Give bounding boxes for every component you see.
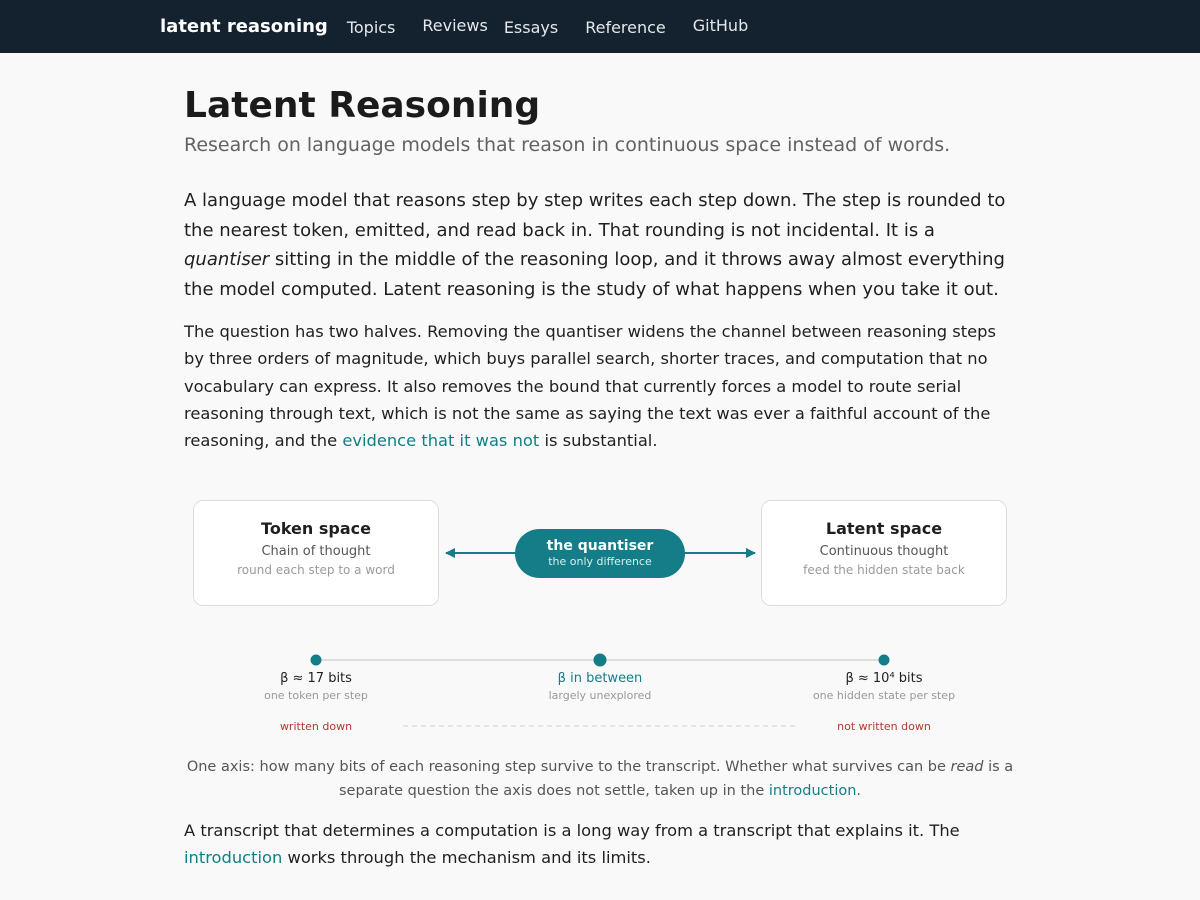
- axis-stop-token: [216, 671, 416, 702]
- axis-dot-latent: [879, 655, 890, 666]
- lead-text-start: A language model that reasons step by step writes each step down. The step is rounded to the nearest token, emitted, and read back in. That rounding is not incidental. It is a: [184, 190, 1006, 241]
- para2-text-start: The question has two halves. Removing the quantiser widens the channel between reasoning steps by three orders of magnitude, which buys parallel search, shorter traces, and computation that no vocabulary can express. It also removes the bound that currently forces a model to route serial reasoning through text, which is not the same as saying the text was ever a faithful account of the reasoning, and the: [184, 322, 996, 451]
- axis-stop-latent-sub: one hidden state per step: [812, 689, 956, 702]
- nav-link-reference[interactable]: Reference: [585, 18, 666, 37]
- axis-stop-latent: [784, 671, 984, 702]
- brand-link[interactable]: latent reasoning: [160, 16, 328, 37]
- quantiser-pill-subtitle: the only difference: [548, 555, 652, 568]
- axis-stop-between-sub: largely unexplored: [548, 689, 652, 702]
- diagram-caption: [184, 756, 1016, 803]
- nav-link-essays[interactable]: Essays: [503, 18, 559, 37]
- closing-introduction-link[interactable]: introduction: [184, 848, 283, 867]
- token-space-note: round each step to a word: [237, 563, 395, 577]
- token-space-box: [193, 500, 439, 606]
- token-space-subtitle: Chain of thought: [261, 544, 371, 559]
- top-nav-bar: [0, 0, 1200, 53]
- axis-stop-token-label: β ≈ 17 bits: [280, 671, 352, 686]
- axis-stop-between: [500, 671, 700, 702]
- caption-text-end: .: [856, 782, 862, 799]
- para2-text-end: is substantial.: [539, 431, 658, 451]
- not-written-down-tag: not written down: [837, 720, 931, 733]
- axis-dot-between: [594, 654, 607, 667]
- axis-stop-latent-label: β ≈ 10⁴ bits: [845, 671, 923, 686]
- axis-dot-token: [311, 655, 322, 666]
- second-paragraph: [184, 318, 1014, 454]
- nav-link-reviews[interactable]: Reviews: [422, 16, 488, 35]
- latent-space-title: Latent space: [825, 519, 943, 538]
- caption-introduction-link[interactable]: introduction: [768, 782, 857, 799]
- token-space-title: Token space: [261, 519, 371, 538]
- caption-text-middle: is a separate question the axis does not settle, taken up in the: [338, 759, 1014, 799]
- closing-text-end: works through the mechanism and its limits.: [282, 848, 651, 867]
- lead-emphasis: quantiser: [184, 249, 270, 270]
- latent-space-box: [761, 500, 1007, 606]
- lead-paragraph: [184, 186, 1014, 304]
- latent-space-subtitle: Continuous thought: [819, 544, 949, 559]
- latent-space-note: feed the hidden state back: [803, 563, 965, 577]
- quantiser-pill-title: the quantiser: [546, 538, 654, 554]
- page-title: Latent Reasoning: [184, 85, 541, 126]
- nav-link-topics[interactable]: Topics: [346, 18, 396, 37]
- evidence-link[interactable]: evidence that it was not: [342, 431, 540, 451]
- closing-paragraph: [184, 817, 1014, 871]
- nav-link-github[interactable]: GitHub: [692, 16, 749, 35]
- caption-text-start: One axis: how many bits of each reasoning step survive to the transcript. Whether what survives can be: [186, 759, 951, 775]
- axis-stop-between-label: β in between: [557, 671, 643, 686]
- caption-emphasis: read: [950, 759, 984, 775]
- page-subtitle: Research on language models that reason in continuous space instead of words.: [184, 134, 951, 156]
- closing-text-start: A transcript that determines a computation is a long way from a transcript that explains it. The: [184, 821, 960, 840]
- lead-text-end: sitting in the middle of the reasoning loop, and it throws away almost everything the model computed. Latent reasoning is the study of what happens when you take it out.: [184, 249, 1005, 300]
- written-down-tag: written down: [279, 720, 353, 733]
- axis-stop-token-sub: one token per step: [264, 689, 368, 702]
- quantiser-pill: [515, 529, 685, 578]
